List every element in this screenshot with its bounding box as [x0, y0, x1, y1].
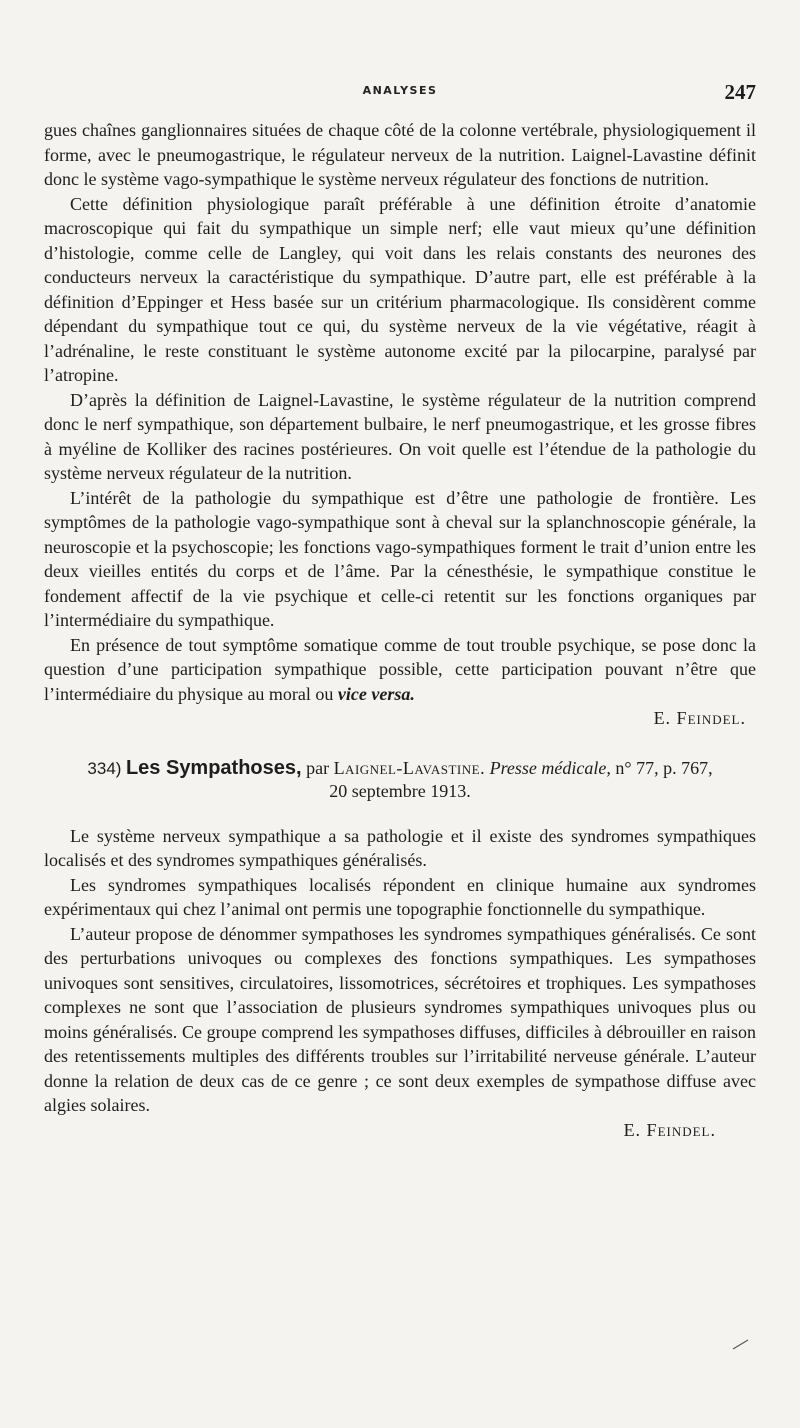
- latin-phrase: vice versa.: [337, 683, 415, 704]
- article-number: 334): [87, 758, 122, 778]
- running-head: [44, 80, 756, 110]
- article-by: par: [306, 757, 330, 778]
- paragraph: L’intérêt de la pathologie du sympathique est d’être une pathologie de frontière. Les symptômes de la pathologie vago-sympathique sont à cheval sur la splanchnoscopie générale, la neuroscopie et la psychoscopie; les fonctions vago-sympathiques forment le trait d’union entre les deux vieilles entités du corps et de l’âme. Par la cénesthésie, le sympathique constitue le fondement affectif de la vie psychique et celle-ci retentit sur les fonctions organiques par l’intermédiaire du sympathique.: [44, 487, 756, 630]
- body-text: [44, 118, 756, 1142]
- article-heading: [44, 757, 756, 802]
- signature: E. Feindel.: [653, 708, 746, 728]
- signature: E. Feindel.: [623, 1119, 716, 1140]
- page-number: 247: [724, 80, 756, 104]
- article-title: Les Sympathoses,: [125, 756, 302, 779]
- paragraph: L’auteur propose de dénommer sympathoses les syndromes sympathiques généralisés. Ce sont des perturbations univoques ou complexes des fonctions sympathiques. Les sympathoses univoques sont sensitives, circulatoires, lissomotrices, sécrétoires et trophiques. Les sympathoses complexes ne sont que l’association de plusieurs syndromes sympathiques univoques plus ou moins généralisés. Ce groupe comprend les sympathoses diffuses, difficiles à débrouiller en raison des retentissements multiples des différents troubles sur l’irritabilité nerveuse générale. L’auteur donne la relation de deux cas de ce genre ; ce sont deux exemples de sympathose diffuse avec algies solaires.: [44, 923, 756, 1115]
- pencil-mark: [732, 1338, 750, 1350]
- article-author: Laignel-Lavastine.: [333, 757, 486, 778]
- article-journal: Presse médicale,: [489, 757, 611, 778]
- paragraph: gues chaînes ganglionnaires situées de chaque côté de la colonne vertébrale, physiologiquement il forme, avec le pneumogastrique, le régulateur nerveux de la nutrition. Laignel-Lavastine définit donc le système vago-sympathique le système nerveux régulateur des fonctions de nutrition.: [44, 120, 756, 189]
- article-issue: n° 77, p. 767,: [615, 757, 713, 778]
- paragraph: D’après la définition de Laignel-Lavastine, le système régulateur de la nutrition comprend donc le nerf sympathique, son département bulbaire, le nerf pneumogastrique, et les grosse fibres à myéline de Kolliker des racines postérieures. On voit quelle est l’étendue de la pathologie du système nerveux régulateur de la nutrition.: [44, 389, 756, 483]
- paragraph: Le système nerveux sympathique a sa pathologie et il existe des syndromes sympathiques localisés et des syndromes sympathiques généralisés.: [44, 825, 756, 870]
- paragraph: Les syndromes sympathiques localisés répondent en clinique humaine aux syndromes expérimentaux qui chez l’animal ont permis une topographie fonctionnelle du sympathique.: [44, 874, 756, 919]
- running-title: ANALYSES: [362, 84, 438, 97]
- paragraph: [44, 633, 756, 707]
- paragraph-text: En présence de tout symptôme somatique comme de tout trouble psychique, se pose donc la question d’une participation sympathique possible, cette participation pouvant n’être que l’intermédiaire du physique au moral ou: [44, 634, 756, 704]
- paragraph: Cette définition physiologique paraît préférable à une définition étroite d’anatomie macroscopique qui fait du sympathique un simple nerf; elle vaut mieux qu’une définition d’histologie, comme celle de Langley, qui voit dans les relais constants des neurones des conducteurs nerveux la caractéristique du sympathique. D’autre part, elle est préférable à la définition d’Eppinger et Hess basée sur un critérium pharmacologique. Ils considèrent comme dépendant du sympathique tout ce qui, du système nerveux de la vie végétative, réagit à l’adrénaline, le reste constituant le système autonome excité par la pilocarpine, paralysé par l’atropine.: [44, 193, 756, 385]
- article-date: 20 septembre 1913.: [329, 780, 471, 801]
